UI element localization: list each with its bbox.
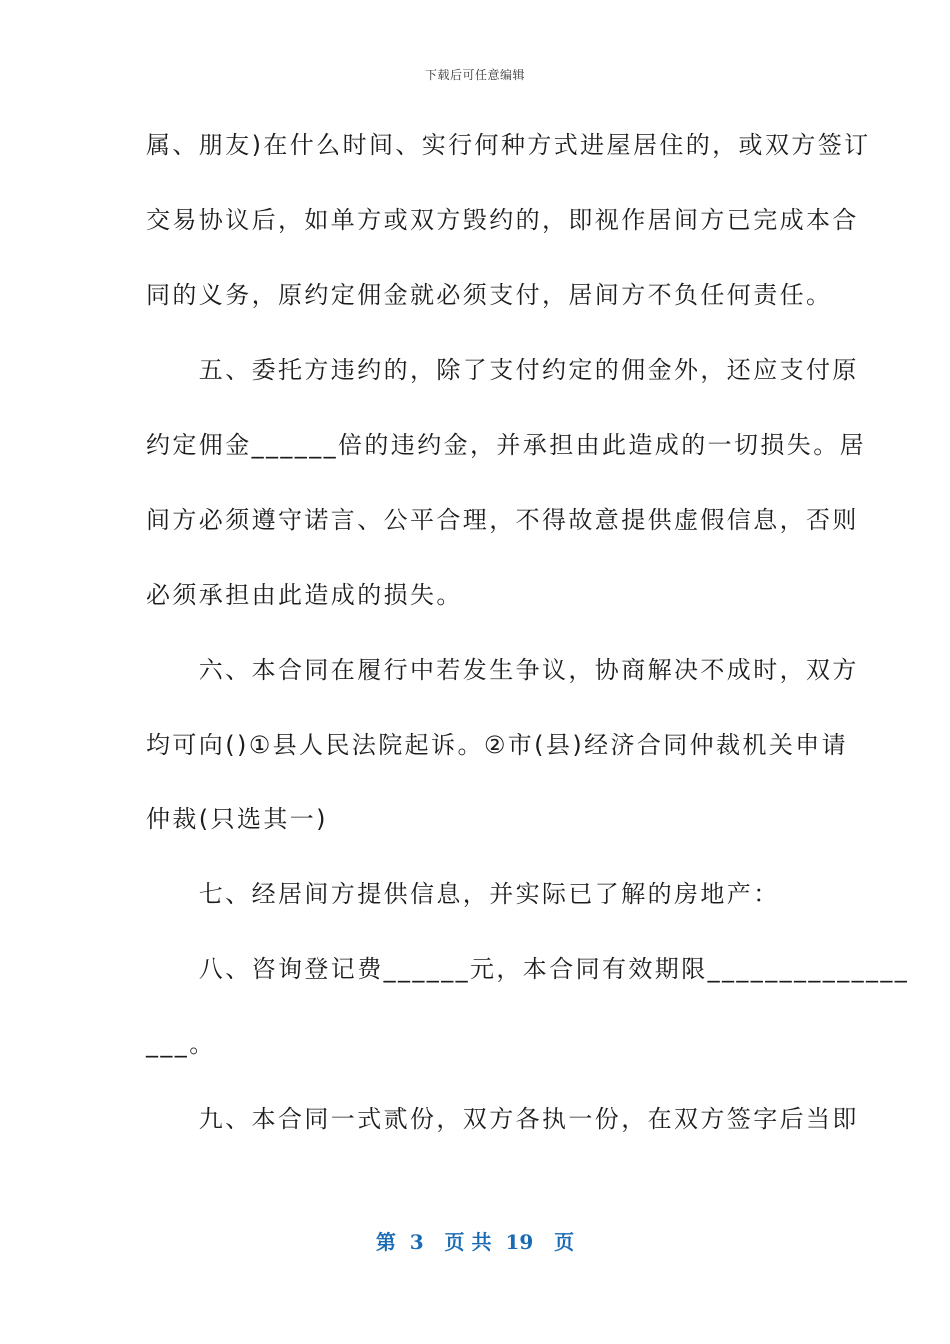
body-line-8: 六、本合同在履行中若发生争议，协商解决不成时，双方 <box>146 656 859 684</box>
body-line-5: 约定佣金______倍的违约金，并承担由此造成的一切损失。居 <box>146 431 866 459</box>
body-line-2: 交易协议后，如单方或双方毁约的，即视作居间方已完成本合 <box>146 206 859 234</box>
body-line-3: 同的义务，原约定佣金就必须支付，居间方不负任何责任。 <box>146 281 833 309</box>
body-line-7: 必须承担由此造成的损失。 <box>146 581 463 609</box>
body-line-9: 均可向()①县人民法院起诉。②市(县)经济合同仲裁机关申请 <box>146 731 849 759</box>
body-line-12: 八、咨询登记费______元，本合同有效期限______________ <box>146 955 910 983</box>
body-line-1: 属、朋友)在什么时间、实行何种方式进屋居住的，或双方签订 <box>146 131 871 159</box>
header-note: 下载后可任意编辑 <box>424 68 525 82</box>
body-line-4: 五、委托方违约的，除了支付约定的佣金外，还应支付原 <box>146 356 859 384</box>
body-line-6: 间方必须遵守诺言、公平合理，不得故意提供虚假信息，否则 <box>146 506 859 534</box>
body-line-13: ___。 <box>146 1030 216 1058</box>
page-number-footer: 第 3 页 共 19 页 <box>375 1230 575 1254</box>
body-line-14: 九、本合同一式贰份，双方各执一份，在双方签字后当即 <box>146 1105 859 1133</box>
body-line-10: 仲裁(只选其一) <box>146 805 328 833</box>
body-line-11: 七、经居间方提供信息，并实际已了解的房地产： <box>146 880 780 908</box>
